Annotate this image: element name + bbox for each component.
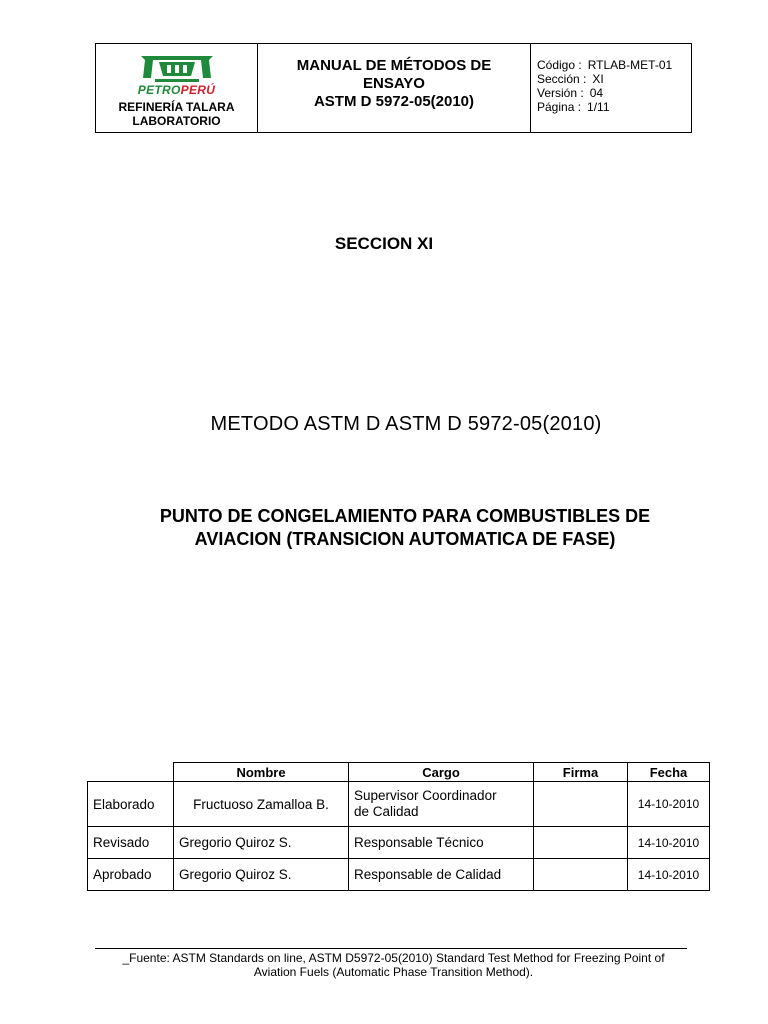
table-header-fecha: Fecha <box>628 763 710 782</box>
meta-key: Sección : <box>537 72 587 86</box>
meta-pagina <box>537 100 691 114</box>
table-row <box>88 827 710 859</box>
position-line-1: Supervisor Coordinador <box>354 788 497 803</box>
row-name: Gregorio Quiroz S. <box>174 859 349 891</box>
table-header-nombre: Nombre <box>174 763 349 782</box>
table-header-empty <box>88 763 174 782</box>
footer-source <box>95 951 692 979</box>
meta-codigo <box>537 58 691 72</box>
row-signature <box>534 782 628 827</box>
row-name: Fructuoso Zamalloa B. <box>174 782 349 827</box>
meta-key: Versión : <box>537 86 584 100</box>
subject-title <box>0 505 768 551</box>
footer-line-1: _Fuente: ASTM Standards on line, ASTM D5972-05(2010) Standard Test Method for Freezing Point of <box>122 951 665 965</box>
meta-version <box>537 86 691 100</box>
row-role: Revisado <box>88 827 174 859</box>
meta-value: XI <box>592 72 604 86</box>
row-signature <box>534 827 628 859</box>
meta-key: Código : <box>537 58 582 72</box>
row-position: Responsable de Calidad <box>349 859 534 891</box>
table-header-row <box>88 763 710 782</box>
meta-value: 1/11 <box>587 100 610 114</box>
row-position <box>349 782 534 827</box>
position-line-2: de Calidad <box>354 804 419 819</box>
row-date: 14-10-2010 <box>628 859 710 891</box>
row-role: Elaborado <box>88 782 174 827</box>
footer-line-2: Aviation Fuels (Automatic Phase Transition Method). <box>253 965 534 979</box>
header-title-line-1: MANUAL DE MÉTODOS DE <box>296 57 492 74</box>
meta-value: 04 <box>589 86 604 100</box>
approval-table <box>87 762 710 891</box>
meta-key: Página : <box>537 100 582 114</box>
org-line-2: LABORATORIO <box>132 114 221 128</box>
table-row <box>88 782 710 827</box>
table-header-firma: Firma <box>534 763 628 782</box>
subject-line-2: AVIACION (TRANSICION AUTOMATICA DE FASE) <box>194 529 616 549</box>
table-row <box>88 859 710 891</box>
footer-divider <box>95 948 687 949</box>
section-title: SECCION XI <box>334 234 434 253</box>
subject-line-1: PUNTO DE CONGELAMIENTO PARA COMBUSTIBLES DE <box>159 506 651 526</box>
organization-name <box>119 100 235 128</box>
document-header <box>95 43 692 133</box>
petroperu-logo-icon <box>137 50 217 86</box>
brand-peru: PERÚ <box>180 83 216 97</box>
row-date: 14-10-2010 <box>628 782 710 827</box>
brand-petro: PETRO <box>137 83 181 97</box>
row-name: Gregorio Quiroz S. <box>174 827 349 859</box>
meta-value: RTLAB-MET-01 <box>587 58 673 72</box>
header-title-line-2: ENSAYO <box>363 75 425 92</box>
header-title-line-3: ASTM D 5972-05(2010) <box>313 93 475 110</box>
table-header-cargo: Cargo <box>349 763 534 782</box>
row-signature <box>534 859 628 891</box>
brand-wordmark <box>138 84 215 97</box>
row-role: Aprobado <box>88 859 174 891</box>
header-logo-cell <box>96 44 258 132</box>
header-title-cell <box>258 44 531 132</box>
meta-seccion <box>537 72 691 86</box>
row-position: Responsable Técnico <box>349 827 534 859</box>
method-title: METODO ASTM D ASTM D 5972-05(2010) <box>210 413 602 435</box>
org-line-1: REFINERÍA TALARA <box>118 100 235 114</box>
header-meta-cell <box>531 44 691 132</box>
row-date: 14-10-2010 <box>628 827 710 859</box>
